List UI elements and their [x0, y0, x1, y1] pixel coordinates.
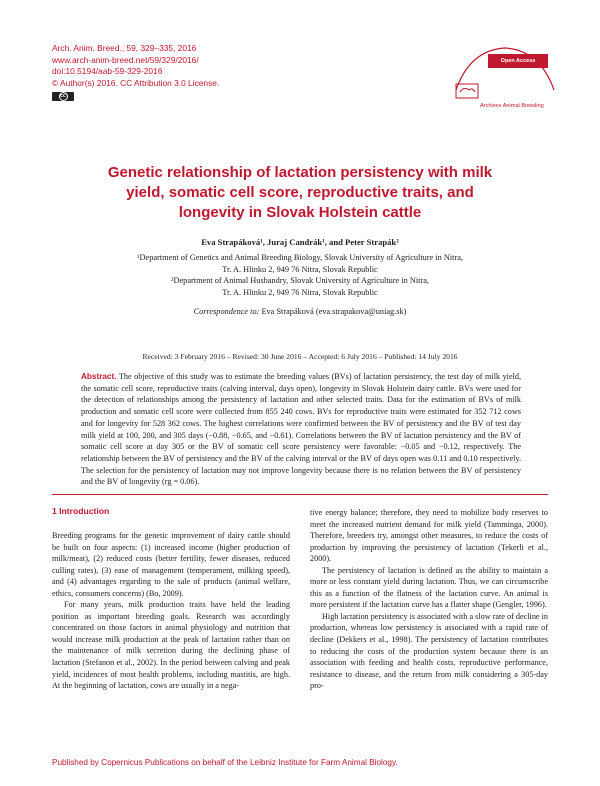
open-access-badge: Open Access	[488, 54, 548, 68]
article-title	[60, 163, 540, 223]
doi-link[interactable]: doi:10.5194/aab-59-329-2016	[52, 66, 163, 77]
paragraph: The persistency of lactation is defined as the ability to maintain a more or less constant yield during lactation. Thus, we can circumscribe this as a function of the flatness of the lactation curve. An animal is more persistent if the lactation curve has a flatter shape (Gengler, 1996).	[310, 565, 548, 610]
title-line-3: longevity in Slovak Holstein cattle	[178, 204, 422, 221]
paragraph: High lactation persistency is associated with a slow rate of decline in production, whereas low persistency is associated with a rapid rate of decline (Dekkers et al., 1998). The persistency of lactation contributes to reducing the costs of the production system because there is an association with feeding and health costs, reproductive performance, resistance to disease, and the return from milk considering a 305-day pro-	[310, 611, 548, 691]
abstract-text: The objective of this study was to estimate the breeding values (BVs) of lactation persistency, the test day of milk yield, the somatic cell score, reproductive traits (calving interval, days open), longevity in Slovak Holstein dairy cattle. BVs were used for the detection of relationships among the persistency of lactation and other selected traits. Data for the estimation of BVs of milk production and somatic cell score were collected from 855 240 cows. BVs for reproductive traits were estimated for 352 712 cows and for longevity for 528 362 cows. The highest correlations were confirmed between the BV of persistency and the BV of test day milk yield at 100, 200, and 305 days (−0.88, −0.65, and −0.61). Correlations between the BV of lactation persistency and the BV of somatic cell score at day 305 or the BV of somatic cell score persistency were favorable: −0.05 and −0.12, respectively. The relationship between the BV of persistency and the BV of the calving interval or the BV of days open was 0.11 and 0.10 respectively. The selection for the persistency of lactation may not improve longevity because there is no relation between the BV of persistency and the BV of longevity (rg = 0.06).	[81, 372, 521, 487]
logo-caption: Archives Animal Breeding	[480, 103, 544, 109]
title-line-1: Genetic relationship of lactation persistency with milk	[107, 164, 493, 181]
affiliation-2-line-2: Tr. A. Hlinku 2, 949 76 Nitra, Slovak Republic	[222, 287, 378, 297]
journal-logo-icon	[450, 40, 560, 110]
affiliation-1-line-2: Tr. A. Hlinku 2, 949 76 Nitra, Slovak Republic	[222, 264, 378, 274]
paragraph: Breeding programs for the genetic improvement of dairy cattle should be built on four aspects: (1) increased income (higher production of milk/meat), (2) reduced costs (better fertility, fewer diseases, reduced culling rates), (3) ease of management (temperament, milking speed), and (4) advantages regarding to the sale of products (animal welfare, ethics, consumers concerns) (Bo, 2009).	[52, 531, 290, 598]
abstract	[81, 371, 521, 488]
journal-citation: Arch. Anim. Breed., 59, 329–335, 2016	[52, 43, 197, 53]
section-divider	[52, 494, 548, 495]
affiliation-2-line-1: ²Department of Animal Husbandry, Slovak University of Agriculture in Nitra,	[171, 276, 429, 285]
publication-dates: Received: 3 February 2016 – Revised: 30 June 2016 – Accepted: 6 July 2016 – Published: 14 July 2016	[142, 352, 458, 361]
affiliation-2	[60, 275, 540, 298]
correspondence-label: Correspondence to:	[193, 307, 260, 316]
correspondence	[60, 307, 540, 316]
section-heading-introduction: 1 Introduction	[52, 506, 110, 516]
cc-license-icon[interactable]	[52, 92, 74, 101]
paragraph: For many years, milk production traits have held the leading position as important breeding goals. Research was accordingly concentrated on those factors in animal physiology and nutrition that would increase milk production at the peak of lactation rather than on the maintenance of milk secretion during the declining phase of lactation (Stefanon et al., 2002). In the period between calving and peak yield, incidences of most health problems, including mastitis, are high. At the beginning of lactation, cows are usually in a nega-	[52, 600, 290, 691]
publisher-footer: Published by Copernicus Publications on behalf of the Leibniz Institute for Farm Animal Biology.	[52, 758, 398, 767]
affiliation-1	[60, 252, 540, 275]
correspondence-email[interactable]: Eva Strapáková (eva.strapakova@uniag.sk)	[259, 307, 407, 316]
journal-url-link[interactable]: www.arch-anim-breed.net/59/329/2016/	[52, 54, 199, 65]
abstract-label: Abstract.	[81, 372, 117, 381]
license-text: © Author(s) 2016. CC Attribution 3.0 License.	[52, 77, 220, 88]
body-column-left	[52, 530, 290, 692]
affiliation-1-line-1: ¹Department of Genetics and Animal Breeding Biology, Slovak University of Agriculture in Nitra,	[137, 253, 463, 262]
author-list: Eva Strapáková¹, Juraj Candrák¹, and Peter Strapák²	[201, 237, 399, 247]
paragraph: tive energy balance; therefore, they need to mobilize body reserves to meet the increased nutrient demand for milk yield (Tamminga, 2000). Therefore, breeders try, amongst other measures, to reduce the costs of production by improving the persistency of lactation (Tekerli et al., 2000).	[310, 508, 548, 564]
title-line-2: yield, somatic cell score, reproductive traits, and	[126, 184, 474, 201]
journal-header	[52, 43, 219, 89]
body-column-right	[310, 507, 548, 692]
cc-badge-label: cc	[60, 93, 66, 99]
